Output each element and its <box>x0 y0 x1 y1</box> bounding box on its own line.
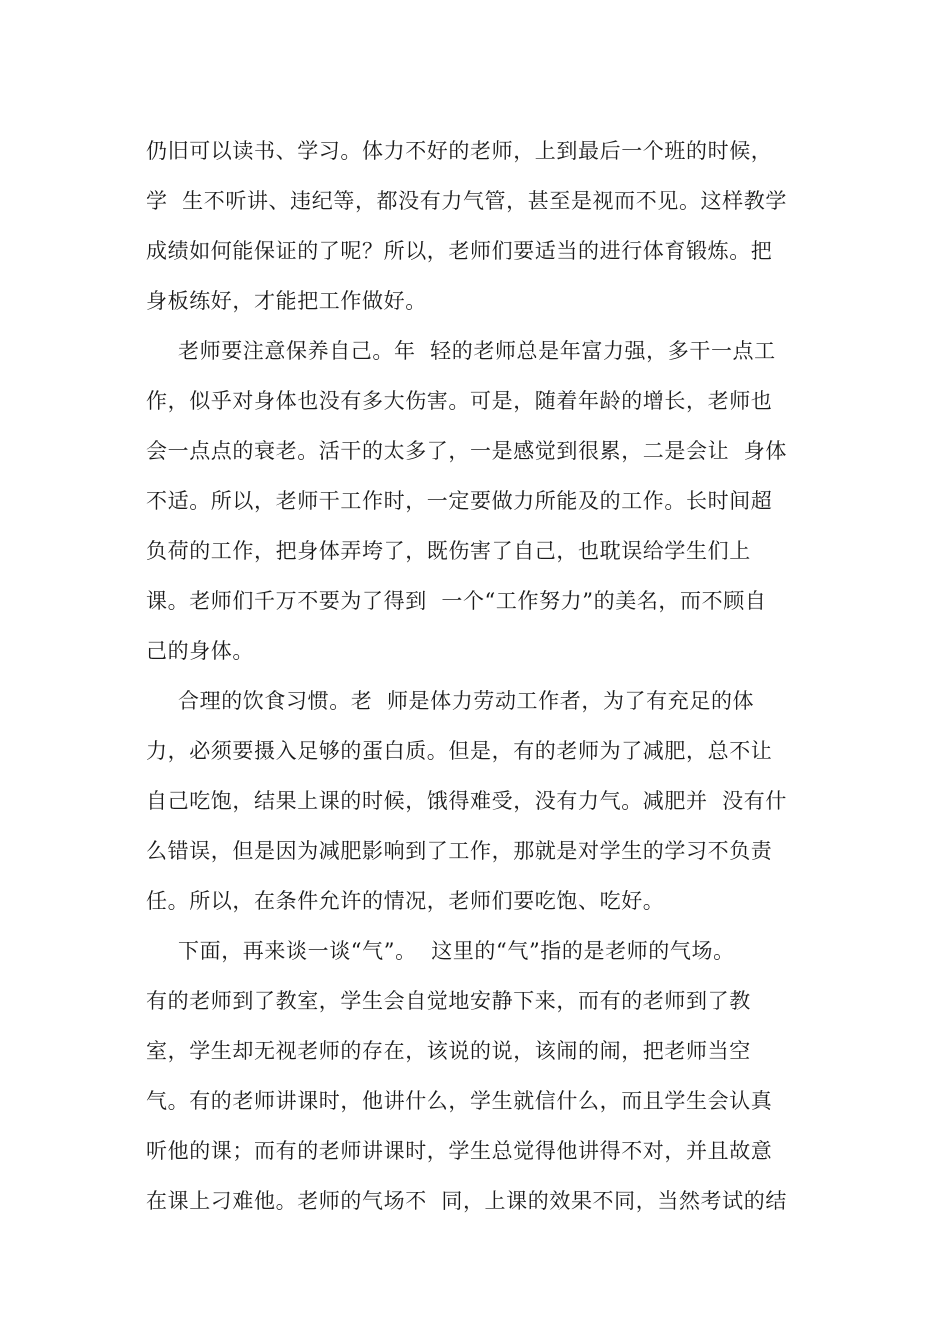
paragraph-first-line: 老师要注意保养自己。年 轻的老师总是年富力强，多干一点工 <box>178 339 776 363</box>
text-line: 作，似乎对身体也没有多大伤害。可是，随着年龄的增长，老师也 <box>146 389 773 413</box>
text-line: 有的老师到了教室，学生会自觉地安静下来，而有的老师到了教 <box>146 989 751 1013</box>
paragraph-first-line: 合理的饮食习惯。老 师是体力劳动工作者，为了有充足的体 <box>178 689 755 713</box>
body-text <box>146 132 826 1232</box>
text-line: 不适。所以，老师干工作时，一定要做力所能及的工作。长时间超 <box>146 489 773 513</box>
text-line: 课。老师们千万不要为了得到 一个“工作努力”的美名，而不顾自 <box>146 589 767 613</box>
text-line: 听他的课；而有的老师讲课时，学生总觉得他讲得不对，并且故意 <box>146 1139 773 1163</box>
text-line: 负荷的工作，把身体弄垮了，既伤害了自己，也耽误给学生们上 <box>146 539 751 563</box>
text-line: 力，必须要摄入足够的蛋白质。但是，有的老师为了减肥，总不让 <box>146 739 773 763</box>
text-line: 己的身体。 <box>146 639 254 663</box>
text-line: 成绩如何能保证的了呢？所以，老师们要适当的进行体育锻炼。把 <box>146 239 773 263</box>
text-line: 学 生不听讲、违纪等，都没有力气管，甚至是视而不见。这样教学 <box>146 189 787 213</box>
text-line: 室，学生却无视老师的存在，该说的说，该闹的闹，把老师当空 <box>146 1039 751 1063</box>
text-line: 身板练好，才能把工作做好。 <box>146 289 427 313</box>
text-line: 么错误，但是因为减肥影响到了工作，那就是对学生的学习不负责 <box>146 839 773 863</box>
text-line: 会一点点的衰老。活干的太多了，一是感觉到很累，二是会让 身体 <box>146 439 787 463</box>
text-line: 气。有的老师讲课时，他讲什么，学生就信什么，而且学生会认真 <box>146 1089 773 1113</box>
text-line: 在课上刁难他。老师的气场不 同，上课的效果不同，当然考试的结 <box>146 1189 787 1213</box>
text-line: 任。所以，在条件允许的情况，老师们要吃饱、吃好。 <box>146 889 665 913</box>
text-line: 仍旧可以读书、学习。体力不好的老师，上到最后一个班的时候， <box>146 139 773 163</box>
text-line: 自己吃饱，结果上课的时候，饿得难受，没有力气。减肥并 没有什 <box>146 789 787 813</box>
paragraph-first-line: 下面，再来谈一谈“气”。 这里的“气”指的是老师的气场。 <box>178 939 735 963</box>
